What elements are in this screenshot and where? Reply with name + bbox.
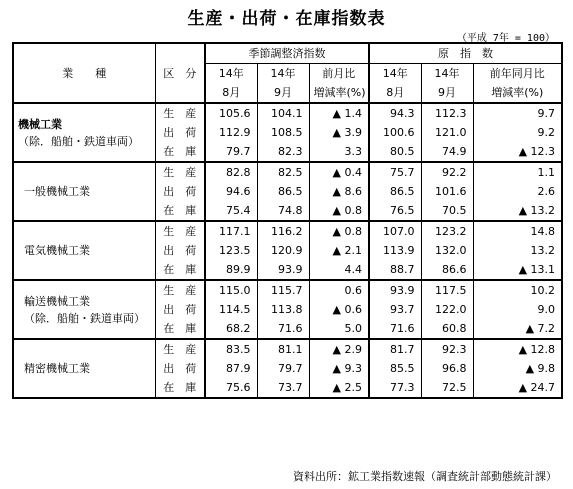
value-cell-o8: 93.7 [369, 300, 421, 319]
value-cell-mom: ▲ 2.9 [309, 339, 369, 359]
header-sa-year-9: 14年 [257, 64, 309, 84]
value-cell-o9: 60.8 [421, 319, 473, 339]
value-cell-mom: ▲ 0.6 [309, 300, 369, 319]
value-cell-mom: 3.3 [309, 142, 369, 162]
value-cell-yoy: 2.6 [473, 182, 562, 201]
value-cell-mom: ▲ 0.4 [309, 162, 369, 182]
table-body [13, 103, 562, 398]
value-cell-sa9: 86.5 [257, 182, 309, 201]
value-cell-mom: ▲ 1.4 [309, 103, 369, 123]
value-cell-sa9: 82.3 [257, 142, 309, 162]
value-cell-sa8: 82.8 [205, 162, 257, 182]
header-industry: 業 種 [62, 66, 107, 80]
industry-name [13, 339, 155, 398]
value-cell-sa8: 87.9 [205, 359, 257, 378]
value-cell-yoy: ▲ 24.7 [473, 378, 562, 398]
category-cell: 在 庫 [155, 319, 205, 339]
header-sa-month-9: 9月 [257, 83, 309, 103]
value-cell-o8: 107.0 [369, 221, 421, 241]
table-row [13, 162, 562, 182]
value-cell-mom: 4.4 [309, 260, 369, 280]
table-header [13, 43, 562, 103]
value-cell-sa9: 113.8 [257, 300, 309, 319]
category-cell: 出 荷 [155, 182, 205, 201]
value-cell-mom: ▲ 2.1 [309, 241, 369, 260]
value-cell-sa8: 112.9 [205, 123, 257, 142]
value-cell-sa8: 105.6 [205, 103, 257, 123]
header-sa-year-8: 14年 [205, 64, 257, 84]
header-o-month-8: 8月 [369, 83, 421, 103]
category-cell: 在 庫 [155, 142, 205, 162]
industry-name-line1: 一般機械工業 [24, 185, 90, 198]
value-cell-mom: ▲ 0.8 [309, 221, 369, 241]
industry-name-line1: 精密機械工業 [24, 362, 90, 375]
value-cell-o8: 93.9 [369, 280, 421, 300]
header-yoy-top: 前年同月比 [473, 64, 562, 84]
value-cell-sa8: 89.9 [205, 260, 257, 280]
value-cell-sa8: 75.4 [205, 201, 257, 221]
value-cell-mom: ▲ 3.9 [309, 123, 369, 142]
value-cell-mom: ▲ 9.3 [309, 359, 369, 378]
header-yoy-bottom: 増減率(%) [473, 83, 562, 103]
value-cell-sa8: 114.5 [205, 300, 257, 319]
category-cell: 生 産 [155, 103, 205, 123]
value-cell-o9: 121.0 [421, 123, 473, 142]
value-cell-o9: 86.6 [421, 260, 473, 280]
base-year-note: （平成 7年 = 100） [456, 33, 555, 44]
value-cell-sa9: 81.1 [257, 339, 309, 359]
value-cell-yoy: 9.7 [473, 103, 562, 123]
value-cell-yoy: ▲ 12.8 [473, 339, 562, 359]
header-mom-top: 前月比 [309, 64, 369, 84]
value-cell-sa9: 74.8 [257, 201, 309, 221]
value-cell-sa8: 94.6 [205, 182, 257, 201]
value-cell-o9: 96.8 [421, 359, 473, 378]
value-cell-sa9: 108.5 [257, 123, 309, 142]
value-cell-o8: 85.5 [369, 359, 421, 378]
value-cell-yoy: ▲ 9.8 [473, 359, 562, 378]
value-cell-o8: 88.7 [369, 260, 421, 280]
source-note: 資料出所：鉱工業指数速報（調査統計部動態統計課） [293, 470, 557, 483]
value-cell-yoy: 10.2 [473, 280, 562, 300]
header-o-year-9: 14年 [421, 64, 473, 84]
category-cell: 生 産 [155, 162, 205, 182]
industry-name [13, 103, 155, 162]
value-cell-o8: 81.7 [369, 339, 421, 359]
value-cell-yoy: 9.0 [473, 300, 562, 319]
industry-name-line1: 電気機械工業 [24, 244, 90, 257]
index-table [12, 42, 563, 399]
value-cell-o9: 117.5 [421, 280, 473, 300]
value-cell-o9: 112.3 [421, 103, 473, 123]
category-cell: 出 荷 [155, 241, 205, 260]
value-cell-o8: 76.5 [369, 201, 421, 221]
value-cell-sa9: 104.1 [257, 103, 309, 123]
category-cell: 在 庫 [155, 201, 205, 221]
table-row [13, 103, 562, 123]
value-cell-o8: 71.6 [369, 319, 421, 339]
header-category: 区 分 [155, 43, 205, 103]
value-cell-sa8: 68.2 [205, 319, 257, 339]
header-o-month-9: 9月 [421, 83, 473, 103]
industry-name [13, 280, 155, 339]
industry-name-line1: 機械工業 [18, 117, 62, 131]
value-cell-o9: 122.0 [421, 300, 473, 319]
value-cell-yoy: 13.2 [473, 241, 562, 260]
value-cell-mom: 5.0 [309, 319, 369, 339]
value-cell-o8: 77.3 [369, 378, 421, 398]
industry-name [13, 162, 155, 221]
table-row [13, 221, 562, 241]
value-cell-sa9: 93.9 [257, 260, 309, 280]
value-cell-o8: 100.6 [369, 123, 421, 142]
value-cell-o8: 94.3 [369, 103, 421, 123]
value-cell-sa9: 82.5 [257, 162, 309, 182]
value-cell-sa8: 115.0 [205, 280, 257, 300]
category-cell: 出 荷 [155, 123, 205, 142]
header-mom-bottom: 増減率(%) [309, 83, 369, 103]
value-cell-sa9: 73.7 [257, 378, 309, 398]
value-cell-sa9: 120.9 [257, 241, 309, 260]
value-cell-mom: ▲ 2.5 [309, 378, 369, 398]
category-cell: 生 産 [155, 339, 205, 359]
value-cell-sa8: 117.1 [205, 221, 257, 241]
industry-name [13, 221, 155, 280]
value-cell-o8: 113.9 [369, 241, 421, 260]
value-cell-mom: 0.6 [309, 280, 369, 300]
table-row [13, 339, 562, 359]
category-cell: 在 庫 [155, 260, 205, 280]
value-cell-o9: 101.6 [421, 182, 473, 201]
value-cell-yoy: ▲ 13.2 [473, 201, 562, 221]
value-cell-sa8: 75.6 [205, 378, 257, 398]
header-seasonal: 季節調整済指数 [205, 43, 369, 64]
value-cell-mom: ▲ 8.6 [309, 182, 369, 201]
value-cell-mom: ▲ 0.8 [309, 201, 369, 221]
value-cell-sa9: 115.7 [257, 280, 309, 300]
header-original: 原 指 数 [369, 43, 562, 64]
category-cell: 在 庫 [155, 378, 205, 398]
industry-name-line2: （除．船舶・鉄道車両） [24, 311, 145, 325]
value-cell-yoy: ▲ 7.2 [473, 319, 562, 339]
value-cell-o9: 72.5 [421, 378, 473, 398]
category-cell: 生 産 [155, 221, 205, 241]
value-cell-sa8: 79.7 [205, 142, 257, 162]
value-cell-o9: 132.0 [421, 241, 473, 260]
value-cell-sa9: 116.2 [257, 221, 309, 241]
category-cell: 出 荷 [155, 359, 205, 378]
value-cell-sa9: 79.7 [257, 359, 309, 378]
value-cell-yoy: ▲ 13.1 [473, 260, 562, 280]
industry-name-line2: （除．船舶・鉄道車両） [18, 134, 139, 148]
category-cell: 出 荷 [155, 300, 205, 319]
industry-name-line1: 輸送機械工業 [24, 294, 90, 308]
value-cell-o9: 92.3 [421, 339, 473, 359]
value-cell-o9: 92.2 [421, 162, 473, 182]
value-cell-yoy: ▲ 12.3 [473, 142, 562, 162]
table-row [13, 280, 562, 300]
value-cell-o9: 123.2 [421, 221, 473, 241]
value-cell-sa8: 123.5 [205, 241, 257, 260]
header-sa-month-8: 8月 [205, 83, 257, 103]
category-cell: 生 産 [155, 280, 205, 300]
page-title: 生産・出荷・在庫指数表 [187, 9, 386, 29]
header-o-year-8: 14年 [369, 64, 421, 84]
value-cell-sa8: 83.5 [205, 339, 257, 359]
value-cell-yoy: 14.8 [473, 221, 562, 241]
value-cell-yoy: 9.2 [473, 123, 562, 142]
value-cell-o8: 86.5 [369, 182, 421, 201]
value-cell-o9: 74.9 [421, 142, 473, 162]
value-cell-sa9: 71.6 [257, 319, 309, 339]
value-cell-yoy: 1.1 [473, 162, 562, 182]
value-cell-o8: 80.5 [369, 142, 421, 162]
value-cell-o8: 75.7 [369, 162, 421, 182]
value-cell-o9: 70.5 [421, 201, 473, 221]
